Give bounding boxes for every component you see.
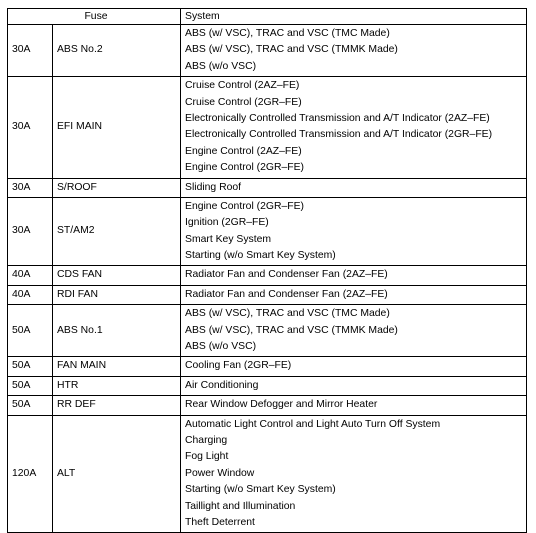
table-row [8,266,527,285]
table-row [8,197,527,266]
fuse-amperage-cell: 50A [8,305,53,357]
fuse-name-cell: EFI MAIN [53,77,181,178]
system-column-header: System [181,9,527,25]
system-item: Fog Light [185,451,229,463]
fuse-name-cell: ST/AM2 [53,197,181,266]
system-item: Power Window [185,467,255,479]
system-item: Starting (w/o Smart Key System) [185,484,336,496]
fuse-amperage-cell: 40A [8,285,53,304]
fuse-amperage-cell: 30A [8,197,53,266]
system-item: Electronically Controlled Transmission and A/T Indicator (2GR–FE) [185,129,493,141]
fuse-name-cell: HTR [53,376,181,395]
system-item: Rear Window Defogger and Mirror Heater [185,399,378,411]
system-item: Ignition (2GR–FE) [185,217,269,229]
system-item: Air Conditioning [185,379,259,391]
system-item: Charging [185,434,228,446]
fuse-amperage-cell: 120A [8,415,53,533]
system-item: ABS (w/ VSC), TRAC and VSC (TMMK Made) [185,324,398,336]
fuse-amperage-cell: 50A [8,357,53,376]
system-item: ABS (w/o VSC) [185,60,257,72]
header-row [8,9,527,25]
table-row [8,376,527,395]
fuse-amperage-cell: 30A [8,77,53,178]
system-item: Cruise Control (2GR–FE) [185,96,302,108]
system-cell [181,25,527,77]
system-item: ABS (w/ VSC), TRAC and VSC (TMC Made) [185,308,390,320]
fuse-table [7,8,527,533]
system-cell [181,266,527,285]
system-cell [181,178,527,197]
system-item: Smart Key System [185,233,272,245]
system-cell [181,415,527,533]
fuse-name-cell: RDI FAN [53,285,181,304]
system-item: Radiator Fan and Condenser Fan (2AZ–FE) [185,269,388,281]
system-item: ABS (w/ VSC), TRAC and VSC (TMC Made) [185,28,390,39]
fuse-amperage-cell: 30A [8,178,53,197]
table-row [8,178,527,197]
table-row [8,77,527,178]
system-cell [181,396,527,415]
fuse-name-cell: RR DEF [53,396,181,415]
system-cell [181,357,527,376]
table-row [8,305,527,357]
system-item: Electronically Controlled Transmission and A/T Indicator (2AZ–FE) [185,112,490,124]
table-row [8,415,527,533]
system-item: Automatic Light Control and Light Auto Turn Off System [185,418,441,430]
fuse-amperage-cell: 50A [8,376,53,395]
system-item: ABS (w/ VSC), TRAC and VSC (TMMK Made) [185,44,398,56]
fuse-name-cell: ABS No.2 [53,25,181,77]
system-item: Engine Control (2AZ–FE) [185,145,302,157]
system-cell [181,197,527,266]
fuse-name-cell: FAN MAIN [53,357,181,376]
system-item: Sliding Roof [185,181,242,193]
system-item: Theft Deterrent [185,516,255,528]
system-item: Starting (w/o Smart Key System) [185,250,336,262]
table-body [8,25,527,533]
system-item: Cruise Control (2AZ–FE) [185,80,300,92]
system-item: Taillight and Illumination [185,500,296,512]
fuse-amperage-cell: 40A [8,266,53,285]
system-item: Engine Control (2GR–FE) [185,162,304,174]
system-item: ABS (w/o VSC) [185,341,257,353]
system-cell [181,285,527,304]
system-cell [181,305,527,357]
table-header [8,9,527,25]
fuse-amperage-cell: 30A [8,25,53,77]
fuse-column-header: Fuse [8,9,181,25]
table-row [8,396,527,415]
table-row [8,25,527,77]
table-row [8,357,527,376]
fuse-name-cell: CDS FAN [53,266,181,285]
fuse-name-cell: S/ROOF [53,178,181,197]
system-item: Radiator Fan and Condenser Fan (2AZ–FE) [185,288,388,300]
fuse-name-cell: ALT [53,415,181,533]
system-item: Cooling Fan (2GR–FE) [185,360,292,372]
system-cell [181,77,527,178]
system-cell [181,376,527,395]
fuse-name-cell: ABS No.1 [53,305,181,357]
table-row [8,285,527,304]
fuse-amperage-cell: 50A [8,396,53,415]
system-item: Engine Control (2GR–FE) [185,200,304,212]
